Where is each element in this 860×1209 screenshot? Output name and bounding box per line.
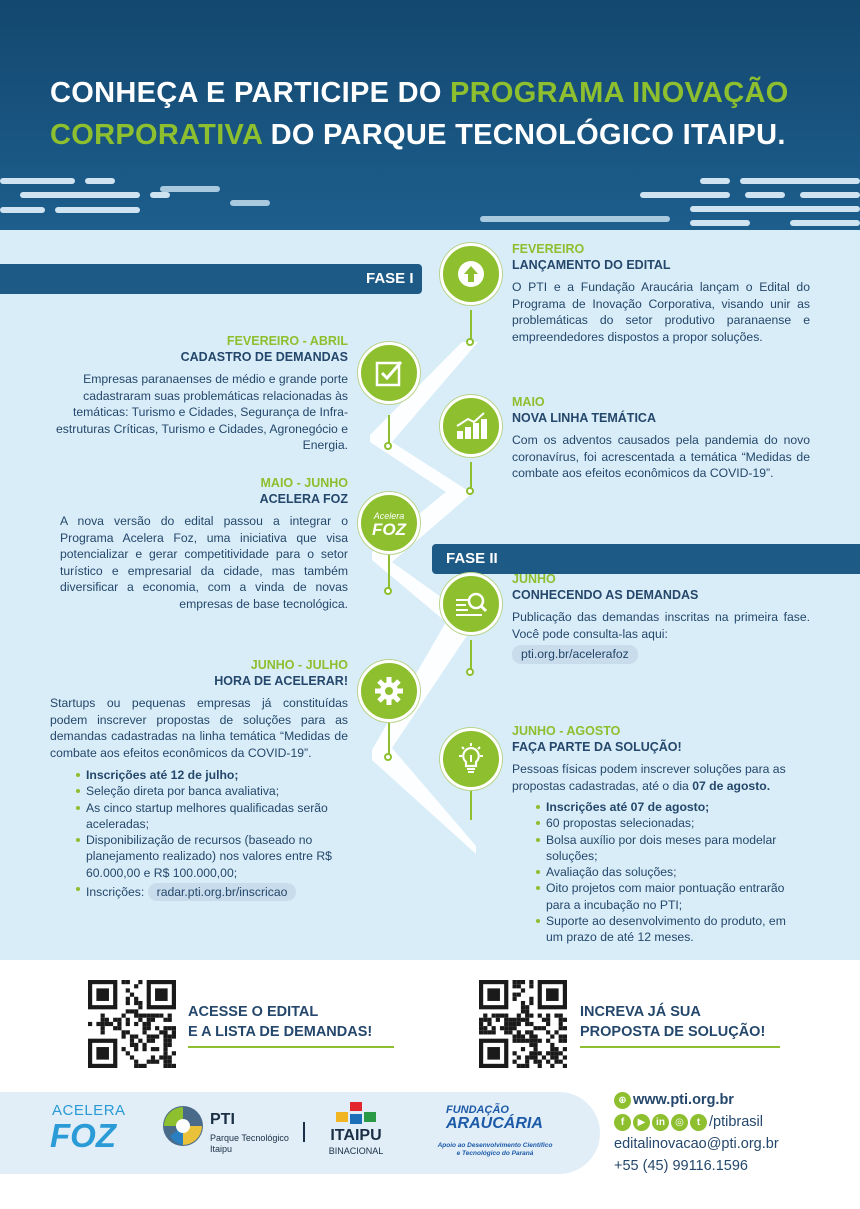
- inscricao-link[interactable]: radar.pti.org.br/inscricao: [148, 883, 297, 901]
- step-acelera-foz: [60, 476, 348, 612]
- list-item: Suporte ao desenvolvimento do produto, em um prazo de até 12 meses.: [536, 913, 798, 946]
- step-faca-parte: [512, 724, 810, 946]
- facebook-icon[interactable]: f: [614, 1114, 631, 1131]
- fundacao-araucaria-logo: FUNDAÇÃO ARAUCÁRIA Apoio ao Desenvolvimento Científico e Tecnológico do Paraná: [437, 1104, 553, 1157]
- gear-icon: [358, 660, 420, 722]
- step-hora-de-acelerar: [50, 658, 348, 901]
- qr-proposta-caption: INCREVA JÁ SUA PROPOSTA DE SOLUÇÃO!: [580, 1002, 780, 1048]
- phone-number: +55 (45) 99116.1596: [614, 1158, 748, 1174]
- social-handle[interactable]: /ptibrasil: [709, 1114, 763, 1130]
- itaipu-logo: ITAIPU BINACIONAL: [318, 1102, 394, 1162]
- step-text: Startups ou pequenas empresas já constituídas podem inscrever propostas de soluções para as demandas cadastradas na linha temática “Medidas de combate aos efeitos econômicos da COVID-19”.: [50, 696, 348, 760]
- twitter-icon[interactable]: t: [690, 1114, 707, 1131]
- itaipu-mark-icon: [336, 1102, 376, 1124]
- step-date: FEVEREIRO - ABRIL: [226, 334, 348, 348]
- phase-1-bar: FASE I: [0, 264, 422, 294]
- acelera-foz-logo: ACELERA FOZ: [50, 1102, 126, 1154]
- list-item: Inscrições até 12 de julho;: [76, 767, 338, 783]
- list-item: Disponibilização de recursos (baseado no planejamento realizado) nos valores entre R$ 60.000,00 e R$ 100.000,00;: [76, 832, 338, 881]
- step-text: Publicação das demandas inscritas na primeira fase. Você pode consulta-las aqui:: [512, 610, 810, 641]
- pti-globe-icon: [162, 1103, 204, 1149]
- list-item: Seleção direta por banca avaliativa;: [76, 783, 338, 799]
- page-title: CONHEÇA E PARTICIPE DO PROGRAMA INOVAÇÃO CORPORATIVA DO PARQUE TECNOLÓGICO ITAIPU.: [50, 77, 789, 151]
- step-title: LANÇAMENTO DO EDITAL: [512, 258, 671, 272]
- step-title: FAÇA PARTE DA SOLUÇÃO!: [512, 740, 682, 754]
- step-date: FEVEREIRO: [512, 242, 585, 256]
- checkbox-icon: [358, 342, 420, 404]
- step-date: MAIO - JUNHO: [260, 476, 348, 490]
- step-lancamento: [512, 242, 810, 345]
- growth-chart-icon: [440, 395, 502, 457]
- step-text: Pessoas físicas podem inscrever soluções para as propostas cadastradas, até o dia 07 de agosto.: [512, 762, 786, 793]
- qr-edital-caption: ACESSE O EDITAL E A LISTA DE DEMANDAS!: [188, 1002, 394, 1048]
- phase-2-bar: FASE II: [432, 544, 860, 574]
- step-text: Com os adventos causados pela pandemia do novo coronavírus, foi acrescentada a temática “Medidas de combate aos efeitos econômicos da COVID-19”.: [512, 433, 810, 480]
- step-title: CADASTRO DE DEMANDAS: [180, 350, 348, 364]
- step-title: NOVA LINHA TEMÁTICA: [512, 411, 656, 425]
- globe-icon: ⊕: [614, 1092, 631, 1109]
- list-item: Inscrições: radar.pti.org.br/inscricao: [76, 881, 338, 901]
- step-text: O PTI e a Fundação Araucária lançam o Edital do Programa de Inovação Corporativa, visando unir as problemáticas do setor produtivo paranaense e empreendedores dispostos a propor soluções.: [512, 280, 810, 344]
- step-cadastro: [50, 334, 348, 454]
- pti-logo: PTI Parque Tecnológico Itaipu: [162, 1103, 292, 1159]
- step-date: MAIO: [512, 395, 545, 409]
- instagram-icon[interactable]: ◎: [671, 1114, 688, 1131]
- lightbulb-icon: [440, 728, 502, 790]
- step-date: JUNHO - JULHO: [250, 658, 348, 672]
- document-search-icon: [440, 573, 502, 635]
- acelera-foz-badge: Acelera FOZ: [358, 492, 420, 554]
- step-date: JUNHO - AGOSTO: [512, 724, 621, 738]
- email-link[interactable]: editalinovacao@pti.org.br: [614, 1136, 779, 1152]
- logo-divider: [303, 1122, 305, 1142]
- step-title: CONHECENDO AS DEMANDAS: [512, 588, 699, 602]
- step-title: ACELERA FOZ: [259, 492, 348, 506]
- step-text: Empresas paranaenses de médio e grande porte cadastraram suas problemáticas relacionadas às temáticas: Turismo e Cidades, Segurança de Infra-estruturas Críticas, Turismo e Cidades, Agronegócio e Energia.: [56, 372, 348, 452]
- linkedin-icon[interactable]: in: [652, 1114, 669, 1131]
- list-item: Avaliação das soluções;: [536, 864, 798, 880]
- list-item: Oito projetos com maior pontuação entrarão para a incubação no PTI;: [536, 880, 798, 913]
- social-links: [614, 1112, 763, 1132]
- step-conhecendo: [512, 572, 810, 664]
- step-title: HORA DE ACELERAR!: [214, 674, 348, 688]
- qr-code-edital[interactable]: [88, 980, 176, 1068]
- step-text: A nova versão do edital passou a integrar o Programa Acelera Foz, uma iniciativa que visa potencializar e gerar competitividade para o setor turístico e empresarial da cidade, mas também diversificar a economia, com a vinda de novas empresas de base tecnológica.: [60, 514, 348, 611]
- step-bullets: [76, 767, 338, 901]
- step-date: JUNHO: [512, 572, 556, 586]
- website-link[interactable]: ⊕ www.pti.org.br: [614, 1090, 734, 1110]
- list-item: 60 propostas selecionadas;: [536, 815, 798, 831]
- list-item: Inscrições até 07 de agosto;: [536, 799, 798, 815]
- list-item: Bolsa auxílio por dois meses para modelar soluções;: [536, 832, 798, 865]
- step-bullets: [536, 799, 798, 946]
- list-item: As cinco startup melhores qualificadas serão aceleradas;: [76, 800, 338, 833]
- acelerafoz-link[interactable]: pti.org.br/acelerafoz: [512, 645, 638, 664]
- qr-code-proposta[interactable]: [479, 980, 567, 1068]
- step-nova-linha: [512, 395, 810, 482]
- arrow-up-icon: [440, 243, 502, 305]
- youtube-icon[interactable]: ▶: [633, 1114, 650, 1131]
